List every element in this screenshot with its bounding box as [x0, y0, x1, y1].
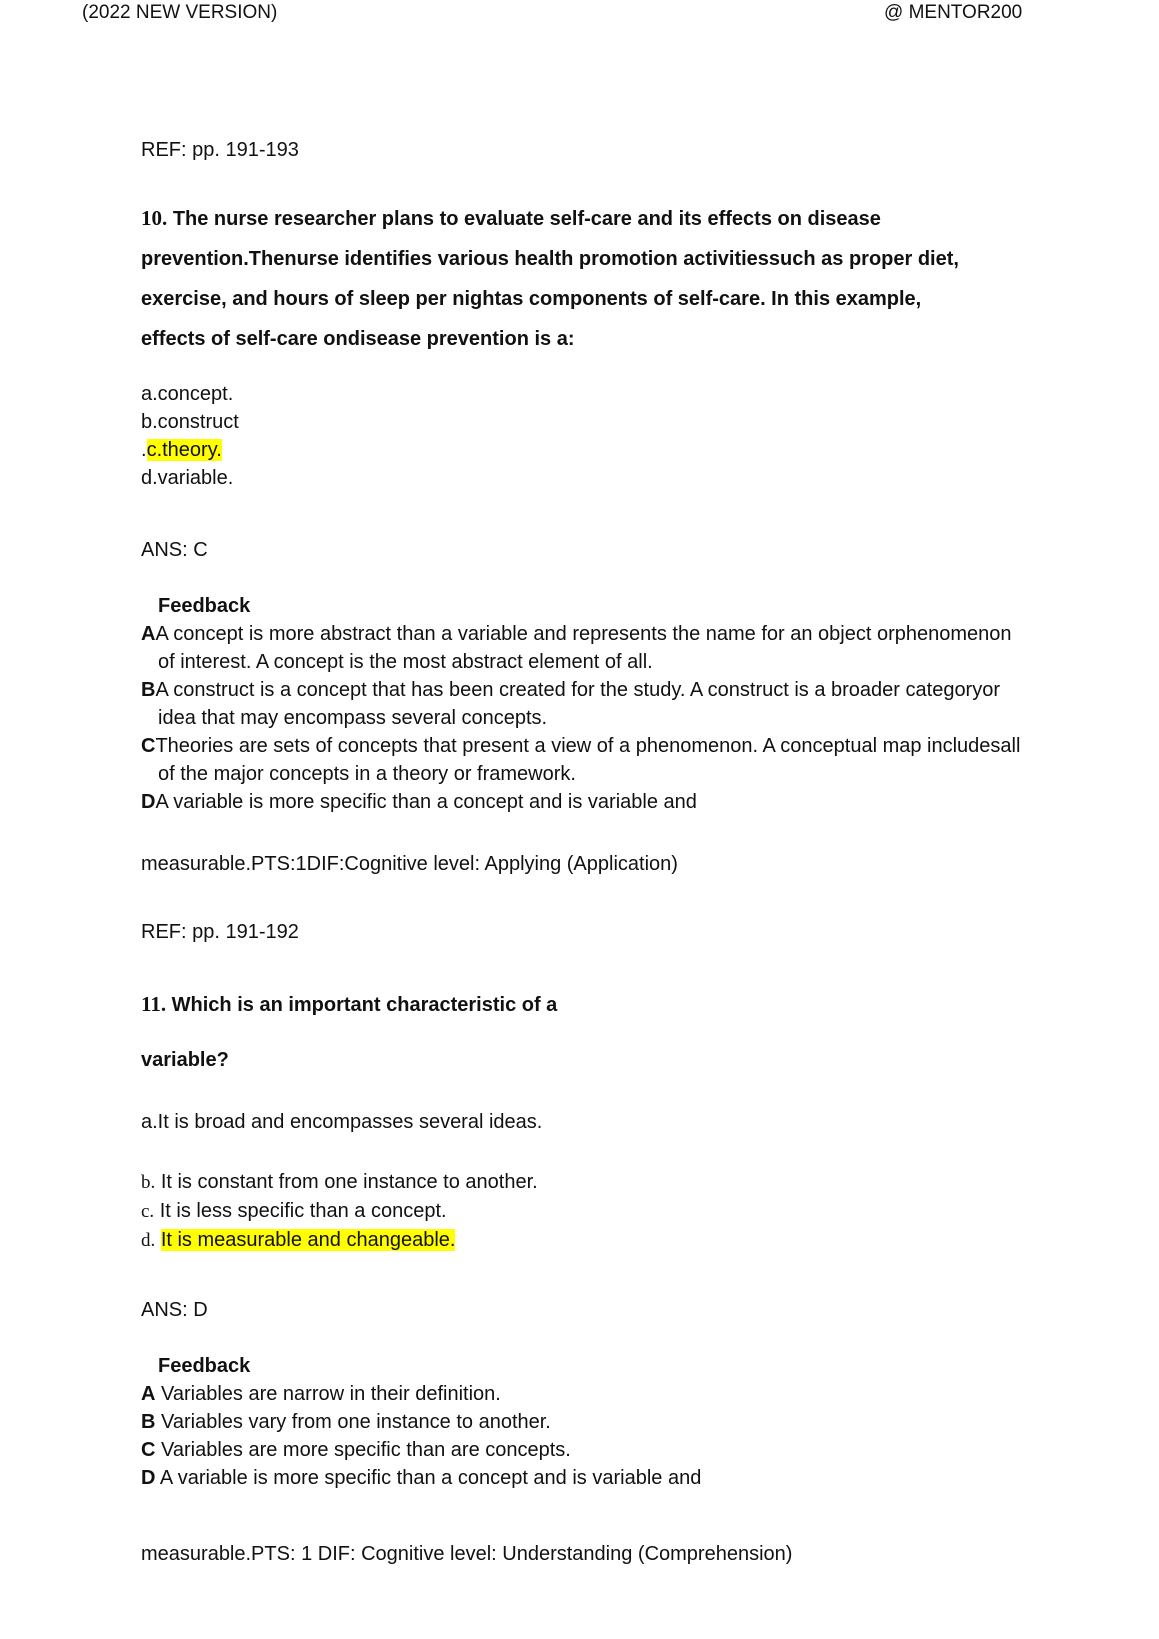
- answer-11: ANS: D: [141, 1299, 208, 1321]
- question-10: [141, 198, 1021, 359]
- feedback-10-d: DA variable is more specific than a concept and is variable and: [141, 791, 697, 813]
- meta-10: measurable.PTS:1DIF:Cognitive level: Applying (Application): [141, 853, 678, 875]
- option-c-prefix: .: [141, 439, 147, 461]
- feedback-11: [141, 1352, 1021, 1492]
- feedback-11-a: A Variables are narrow in their definition.: [141, 1383, 501, 1405]
- header-right: @ MENTOR200: [884, 2, 1023, 23]
- question-10-line-3: exercise, and hours of sleep per nightas components of self-care. In this example,: [141, 288, 922, 310]
- feedback-11-d: D A variable is more specific than a concept and is variable and: [141, 1467, 702, 1489]
- header-left: (2022 NEW VERSION): [82, 2, 278, 23]
- question-11-option-d: d. It is measurable and changeable.: [141, 1229, 456, 1251]
- question-10-options: [141, 380, 1021, 492]
- question-10-line-4: effects of self-care ondisease prevention is a:: [141, 328, 575, 350]
- question-11-option-c: c. It is less specific than a concept.: [141, 1200, 447, 1222]
- question-10-number: 10.: [141, 206, 168, 230]
- ref-top: REF: pp. 191-193: [141, 139, 299, 161]
- option-d: d.variable.: [141, 467, 234, 489]
- option-c: [141, 436, 1021, 464]
- question-11-options: [141, 1168, 1021, 1255]
- question-10-line-1: 10. The nurse researcher plans to evaluate self-care and its effects on disease: [141, 206, 881, 230]
- question-11-option-a: a.It is broad and encompasses several ideas.: [141, 1111, 543, 1133]
- option-c-highlighted: c.theory.: [146, 439, 222, 461]
- question-11-line-1: 11. Which is an important characteristic of a: [141, 992, 558, 1016]
- answer-10: ANS: C: [141, 539, 208, 561]
- feedback-11-title: Feedback: [158, 1355, 251, 1377]
- option-a: a.concept.: [141, 383, 234, 405]
- option-b: b.construct: [141, 411, 239, 433]
- question-11-number: 11.: [141, 992, 167, 1016]
- feedback-10: [141, 592, 1021, 816]
- ref-10: REF: pp. 191-192: [141, 921, 299, 943]
- question-11-line-2: variable?: [141, 1049, 229, 1071]
- feedback-11-b: B Variables vary from one instance to another.: [141, 1411, 551, 1433]
- feedback-11-c: C Variables are more specific than are concepts.: [141, 1439, 571, 1461]
- meta-11: measurable.PTS: 1 DIF: Cognitive level: Understanding (Comprehension): [141, 1543, 793, 1565]
- feedback-10-title: Feedback: [158, 595, 251, 617]
- feedback-10-a: AA concept is more abstract than a variable and represents the name for an object orphenomenon of interest. A concept is the most abstract element of all.: [141, 623, 1012, 673]
- feedback-10-c: CTheories are sets of concepts that present a view of a phenomenon. A conceptual map includesall of the major concepts in a theory or framework.: [141, 735, 1021, 785]
- question-10-line-2: prevention.Thenurse identifies various health promotion activitiessuch as proper diet,: [141, 248, 959, 270]
- question-11-option-b: b. It is constant from one instance to another.: [141, 1171, 538, 1193]
- question-11-option-d-highlighted: It is measurable and changeable.: [160, 1229, 456, 1251]
- feedback-10-b: BA construct is a concept that has been created for the study. A construct is a broader categoryor idea that may encompass several concepts.: [141, 679, 1001, 729]
